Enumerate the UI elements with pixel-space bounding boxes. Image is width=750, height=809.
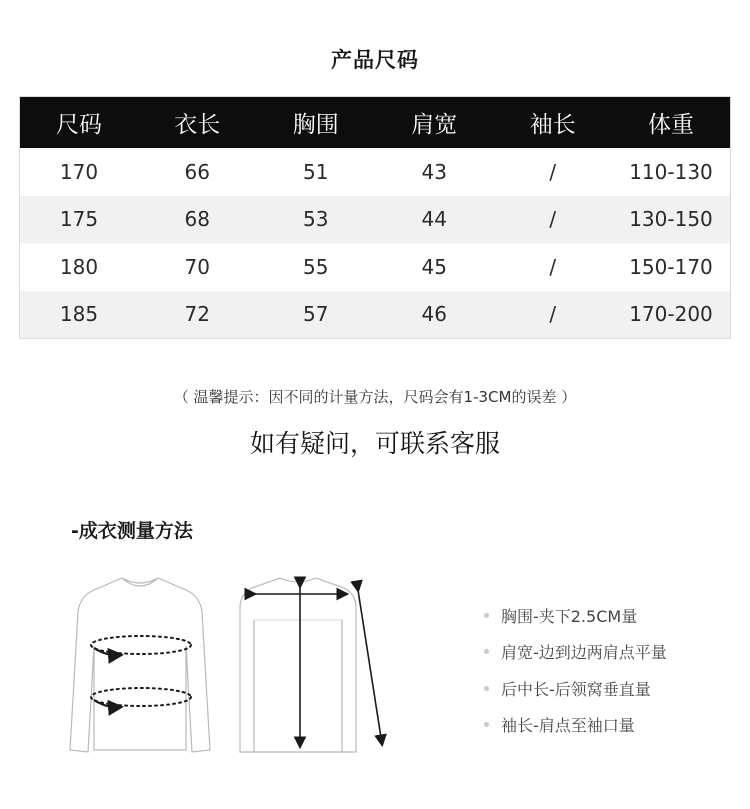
- bullet-icon: [484, 686, 489, 691]
- back-shirt-illustration: [240, 578, 356, 752]
- header-cell: 胸围: [257, 97, 376, 149]
- measurement-legend: [484, 597, 667, 743]
- front-shirt-illustration: [70, 578, 210, 752]
- table-cell: 170: [59, 159, 99, 184]
- size-table: [19, 96, 731, 339]
- table-row: [20, 291, 731, 339]
- page-title: 产品尺码: [331, 48, 419, 72]
- legend-item-label: 后中长-后领窝垂直量: [501, 679, 651, 699]
- table-cell: 70: [184, 254, 210, 279]
- table-cell: 45: [421, 254, 447, 279]
- table-cell: 66: [184, 159, 210, 184]
- header-cell: 体重: [612, 97, 731, 149]
- table-cell: 53: [257, 196, 376, 244]
- table-cell: 110-130: [629, 159, 713, 184]
- header-cell: 衣长: [138, 97, 257, 149]
- table-row: [20, 196, 731, 244]
- measurement-note: （ 温馨提示：因不同的计量方法，尺码会有1-3CM的误差 ）: [173, 388, 577, 406]
- table-cell: /: [494, 291, 613, 339]
- legend-item: [484, 670, 667, 707]
- table-cell: 72: [138, 291, 257, 339]
- table-cell: 44: [375, 196, 494, 244]
- table-cell: 130-150: [612, 196, 731, 244]
- chest-measure-ellipse: [91, 636, 191, 655]
- table-cell: /: [494, 196, 613, 244]
- table-row: [20, 148, 731, 196]
- legend-item-label: 胸围-夹下2.5CM量: [501, 606, 638, 626]
- measurement-diagram: [60, 560, 400, 765]
- table-cell: 175: [20, 196, 139, 244]
- header-cell: 袖长: [494, 97, 613, 149]
- sleeve-length-line: [358, 590, 382, 744]
- bullet-icon: [484, 613, 489, 618]
- contact-message: 如有疑问，可联系客服: [249, 429, 500, 458]
- table-cell: 185: [20, 291, 139, 339]
- legend-item: [484, 707, 667, 744]
- legend-item-label: 肩宽-边到边两肩点平量: [501, 643, 667, 663]
- legend-item: [484, 597, 667, 634]
- legend-item-label: 袖长-肩点至袖口量: [501, 716, 635, 736]
- table-cell: 150-170: [629, 254, 713, 279]
- table-cell: 55: [303, 254, 329, 279]
- table-cell: /: [549, 254, 557, 279]
- hem-measure-ellipse: [91, 688, 191, 707]
- table-header-row: [20, 97, 731, 149]
- header-cell: 尺码: [20, 97, 139, 149]
- table-cell: 170-200: [612, 291, 731, 339]
- table-cell: 180: [59, 254, 99, 279]
- table-row: [20, 243, 731, 291]
- table-cell: 51: [303, 159, 329, 184]
- table-cell: /: [549, 159, 557, 184]
- bullet-icon: [484, 649, 489, 654]
- table-cell: 43: [421, 159, 447, 184]
- table-cell: 68: [138, 196, 257, 244]
- table-cell: 57: [257, 291, 376, 339]
- table-cell: 46: [375, 291, 494, 339]
- header-cell: 肩宽: [375, 97, 494, 149]
- section-title: -成衣测量方法: [71, 520, 193, 542]
- legend-item: [484, 634, 667, 671]
- bullet-icon: [484, 722, 489, 727]
